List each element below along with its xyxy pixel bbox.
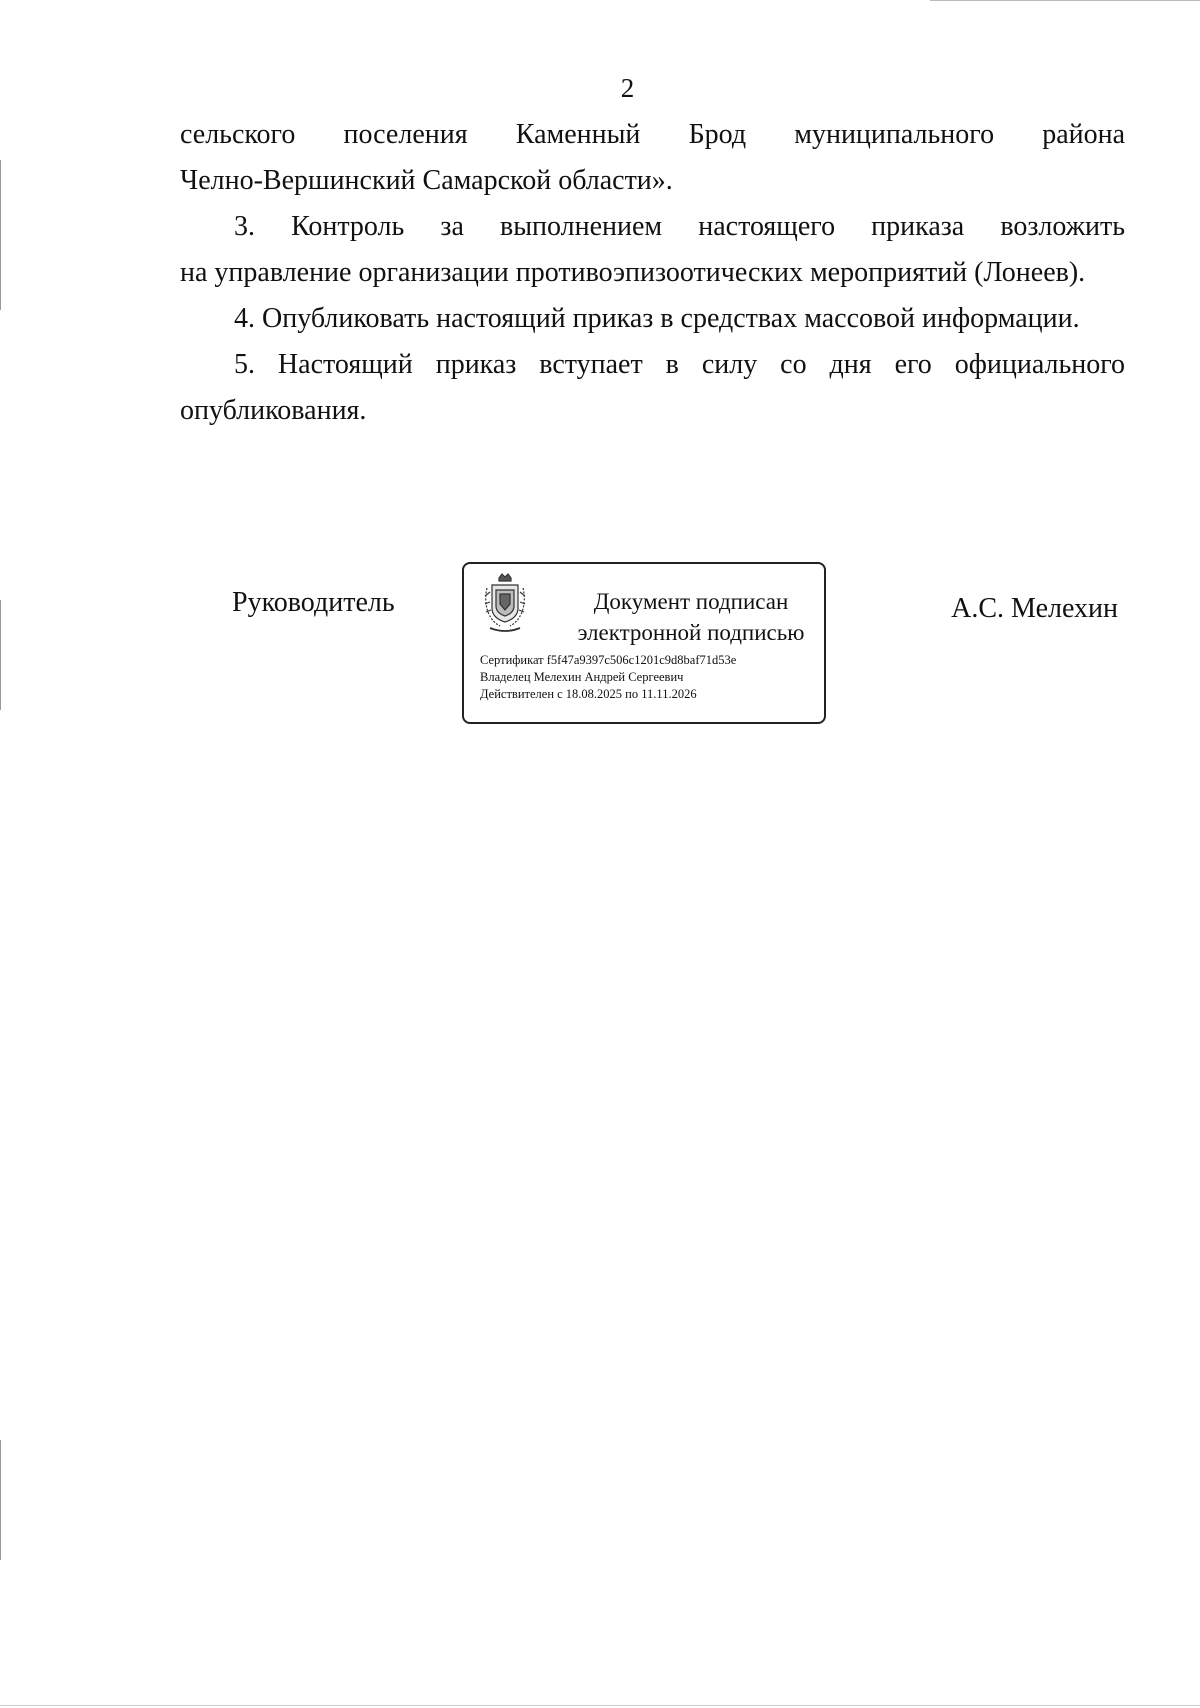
stamp-title: [560, 586, 822, 648]
stamp-title-line: электронной подписью: [577, 620, 805, 645]
text-line: сельского поселения Каменный Брод муниципального района: [180, 119, 1126, 150]
page-number: 2: [620, 73, 635, 103]
scan-edge-mark: [0, 1705, 1200, 1706]
scan-edge-mark: [0, 600, 1, 710]
electronic-signature-stamp: [462, 562, 826, 724]
paragraph-control: [180, 204, 1125, 296]
scan-edge-mark: [0, 160, 1, 310]
text-line: опубликования.: [180, 395, 367, 426]
text-line: 4. Опубликовать настоящий приказ в средствах массовой информации.: [234, 303, 1080, 334]
paragraph-continuation: [180, 112, 1125, 204]
certificate-owner: Владелец Мелехин Андрей Сергеевич: [480, 670, 684, 684]
certificate-number: Сертификат f5f47a9397c506c1201c9d8baf71d53e: [480, 653, 737, 667]
text-line: Челно-Вершинский Самарской области».: [180, 165, 673, 196]
text-line: на управление организации противоэпизоотических мероприятий (Лонеев).: [180, 257, 1086, 288]
paragraph-effective: [180, 342, 1125, 434]
scan-edge-mark: [0, 1440, 1, 1560]
text-line: 3. Контроль за выполнением настоящего приказа возложить: [234, 211, 1126, 242]
document-body: [180, 112, 1125, 434]
text-line: 5. Настоящий приказ вступает в силу со дня его официального: [234, 349, 1126, 380]
coat-of-arms-icon: [482, 572, 528, 634]
signatory-role: Руководитель: [232, 587, 395, 618]
stamp-details: [480, 652, 736, 703]
paragraph-publish: [180, 296, 1125, 342]
certificate-validity: Действителен с 18.08.2025 по 11.11.2026: [480, 687, 697, 701]
stamp-title-line: Документ подписан: [593, 589, 789, 614]
scan-edge-mark: [930, 0, 1200, 1]
signatory-name: А.С. Мелехин: [951, 593, 1118, 624]
